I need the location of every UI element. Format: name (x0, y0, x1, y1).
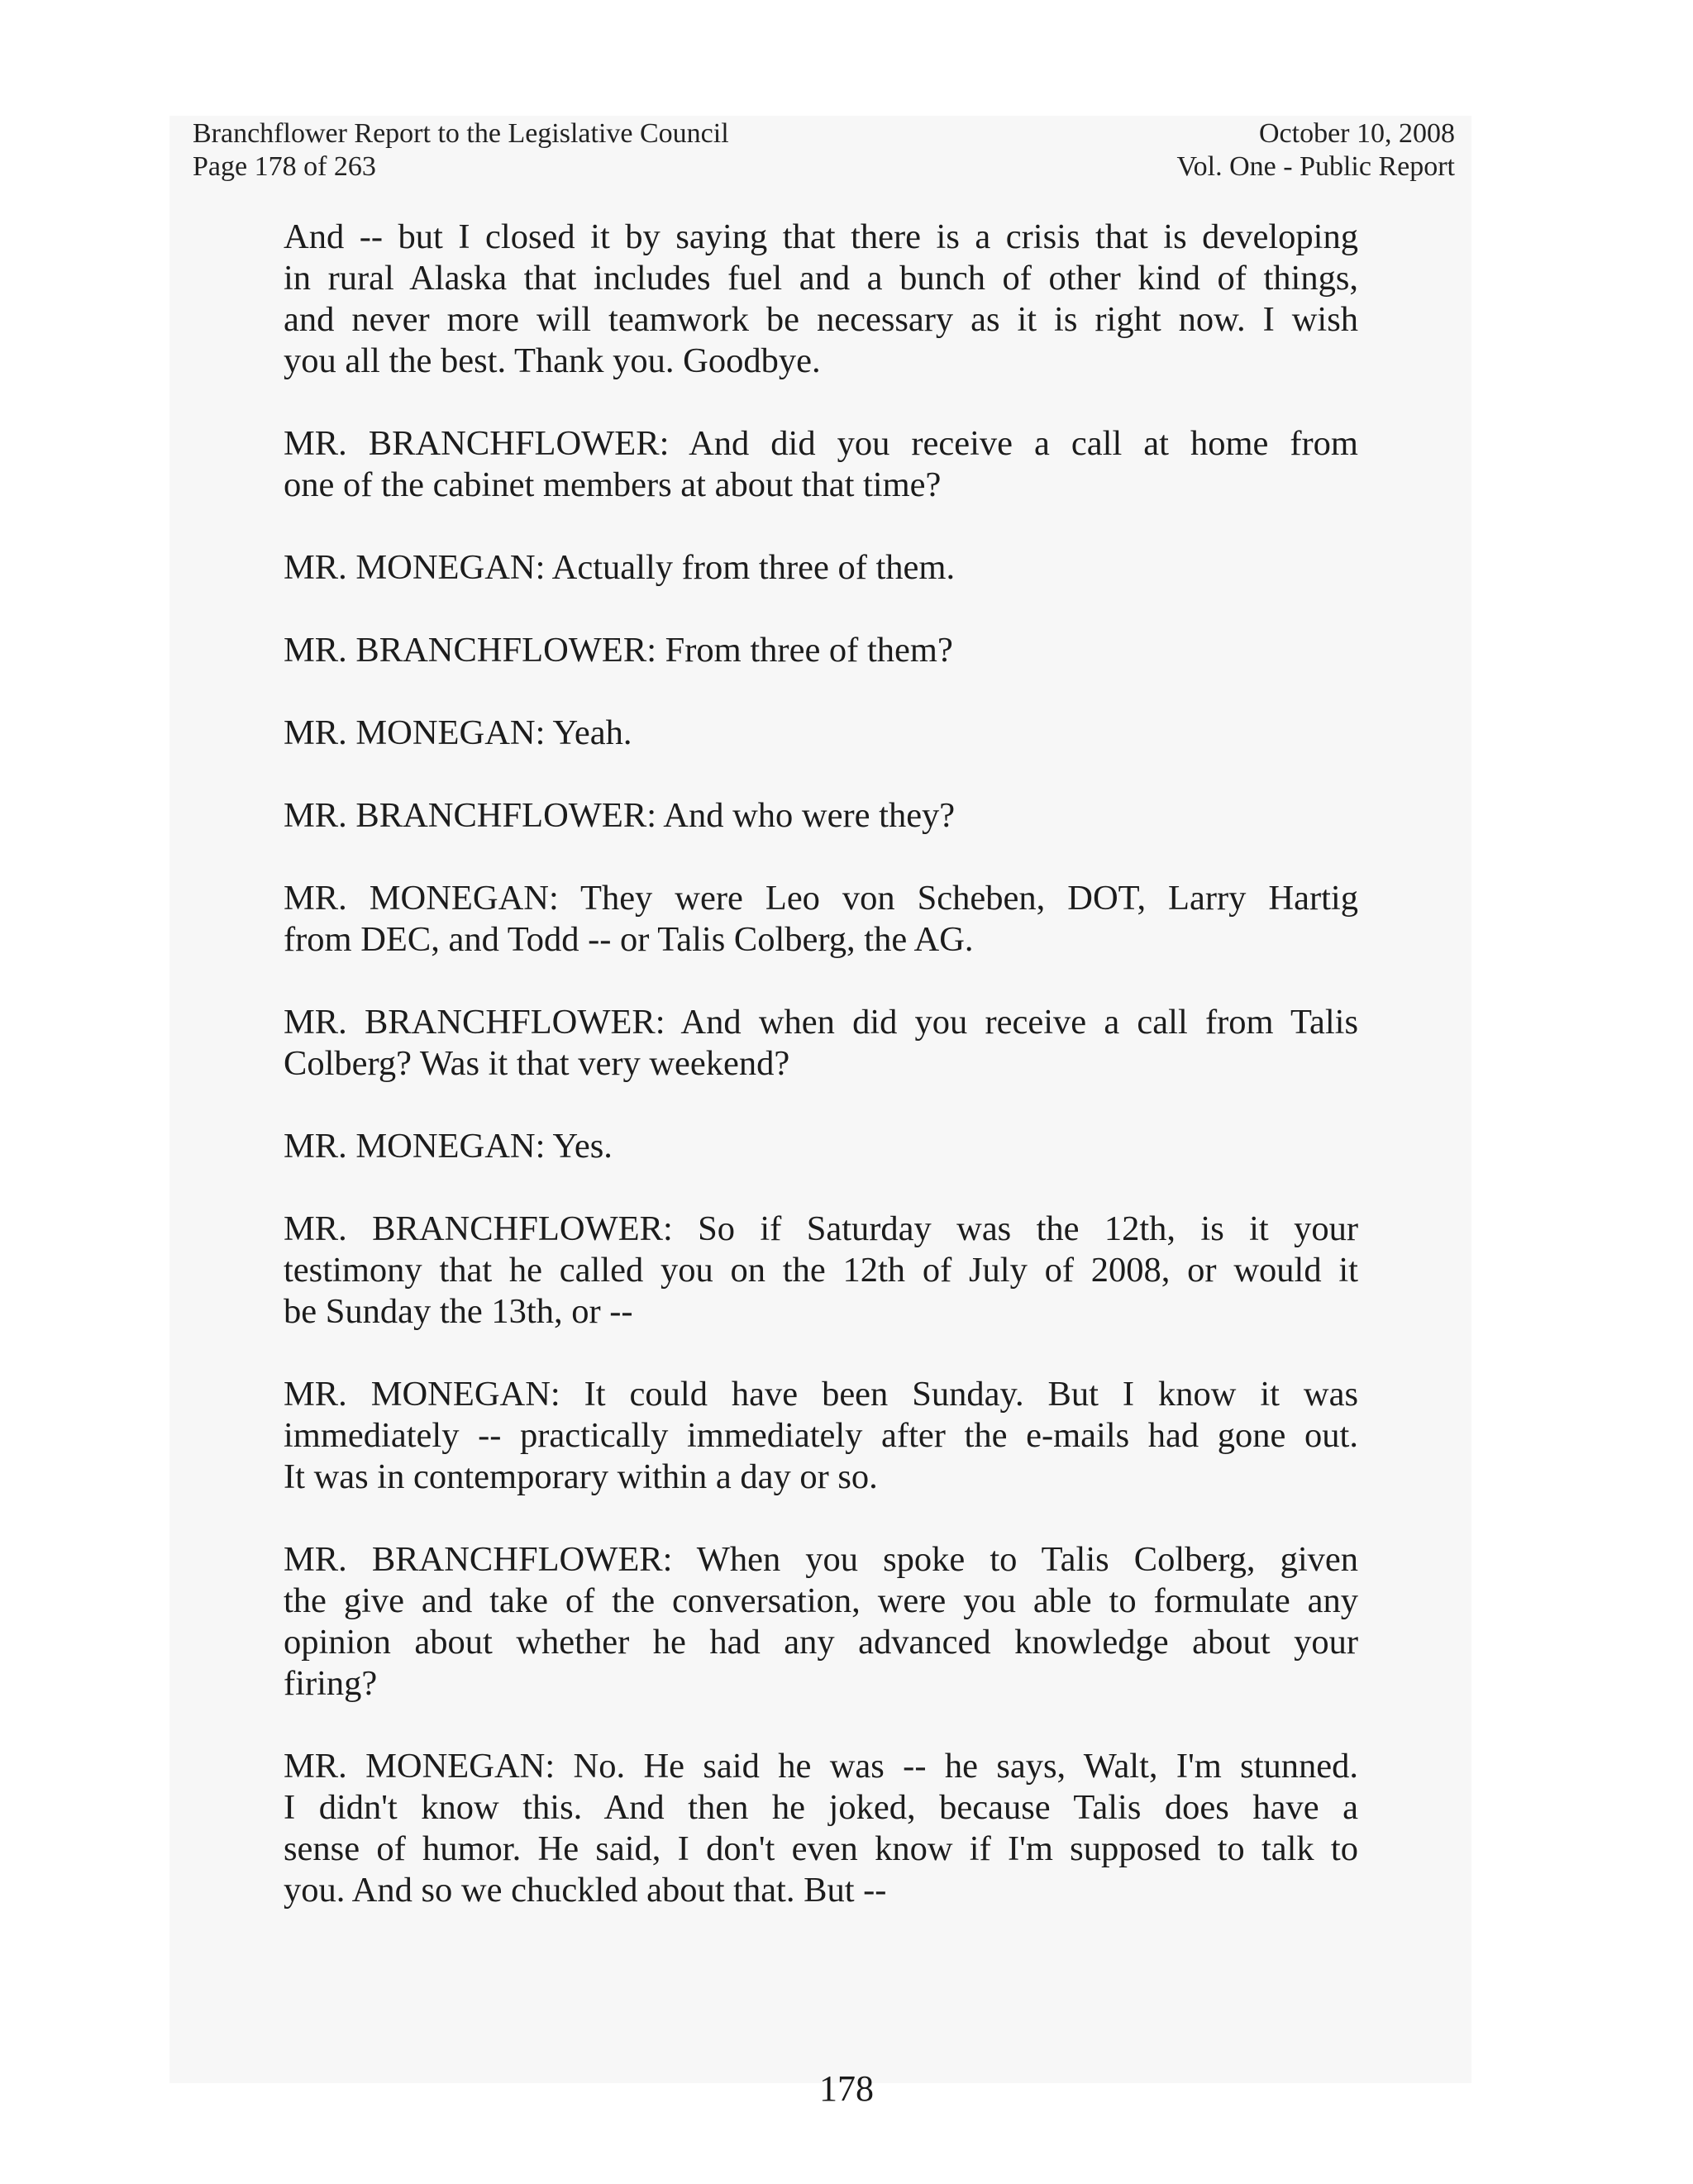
report-date: October 10, 2008 (1258, 118, 1455, 149)
transcript-body (284, 217, 1358, 1953)
transcript-line: MR. MONEGAN: Yes. (284, 1127, 613, 1166)
transcript-line: MR. MONEGAN: Yeah. (284, 713, 632, 752)
transcript-paragraph (284, 713, 1358, 754)
transcript-line: MR. MONEGAN: No. He said he was -- he says, Walt, I'm stunned. (284, 1747, 1358, 1786)
transcript-paragraph (284, 1002, 1358, 1085)
transcript-line: be Sunday the 13th, or -- (284, 1292, 633, 1331)
page-count: Page 178 of 263 (193, 151, 376, 182)
transcript-line: sense of humor. He said, I don't even know if I'm supposed to talk to (284, 1829, 1358, 1868)
transcript-paragraph (284, 217, 1358, 382)
running-header-right (1176, 117, 1455, 184)
transcript-paragraph (284, 1126, 1358, 1167)
transcript-line: MR. BRANCHFLOWER: From three of them? (284, 631, 953, 670)
transcript-paragraph (284, 1746, 1358, 1911)
transcript-paragraph (284, 547, 1358, 589)
page-number: 178 (819, 2068, 874, 2109)
report-title: Branchflower Report to the Legislative Council (193, 118, 729, 149)
transcript-paragraph (284, 795, 1358, 837)
transcript-line: one of the cabinet members at about that time? (284, 465, 942, 504)
transcript-line: MR. BRANCHFLOWER: And did you receive a call at home from (284, 424, 1358, 463)
transcript-line: from DEC, and Todd -- or Talis Colberg, the AG. (284, 920, 974, 959)
transcript-line: testimony that he called you on the 12th of July of 2008, or would it (284, 1251, 1358, 1290)
transcript-line: immediately -- practically immediately after the e-mails had gone out. (284, 1416, 1358, 1455)
transcript-line: you. And so we chuckled about that. But -- (284, 1871, 887, 1910)
transcript-line: firing? (284, 1664, 378, 1703)
transcript-paragraph (284, 630, 1358, 671)
transcript-line: It was in contemporary within a day or so. (284, 1457, 878, 1496)
transcript-line: I didn't know this. And then he joked, because Talis does have a (284, 1788, 1358, 1827)
transcript-line: Colberg? Was it that very weekend? (284, 1044, 790, 1083)
running-header-left (193, 117, 729, 184)
transcript-line: MR. BRANCHFLOWER: So if Saturday was the 12th, is it your (284, 1209, 1358, 1248)
transcript-line: MR. MONEGAN: Actually from three of them. (284, 548, 956, 587)
transcript-paragraph (284, 1374, 1358, 1498)
transcript-line: MR. MONEGAN: It could have been Sunday. But I know it was (284, 1375, 1358, 1414)
transcript-line: MR. BRANCHFLOWER: And when did you receive a call from Talis (284, 1003, 1358, 1042)
transcript-paragraph (284, 1209, 1358, 1333)
transcript-line: MR. MONEGAN: They were Leo von Scheben, DOT, Larry Hartig (284, 879, 1358, 918)
transcript-line: opinion about whether he had any advanced knowledge about your (284, 1623, 1358, 1662)
transcript-line: MR. BRANCHFLOWER: When you spoke to Talis Colberg, given (284, 1540, 1358, 1579)
transcript-paragraph (284, 1539, 1358, 1705)
transcript-line: And -- but I closed it by saying that there is a crisis that is developing (284, 217, 1358, 256)
transcript-line: in rural Alaska that includes fuel and a bunch of other kind of things, (284, 259, 1358, 298)
transcript-line: MR. BRANCHFLOWER: And who were they? (284, 796, 956, 835)
volume-label: Vol. One - Public Report (1176, 151, 1455, 182)
transcript-paragraph (284, 423, 1358, 506)
transcript-paragraph (284, 878, 1358, 961)
transcript-line: the give and take of the conversation, were you able to formulate any (284, 1581, 1358, 1620)
transcript-line: you all the best. Thank you. Goodbye. (284, 341, 821, 380)
transcript-line: and never more will teamwork be necessary as it is right now. I wish (284, 300, 1358, 339)
